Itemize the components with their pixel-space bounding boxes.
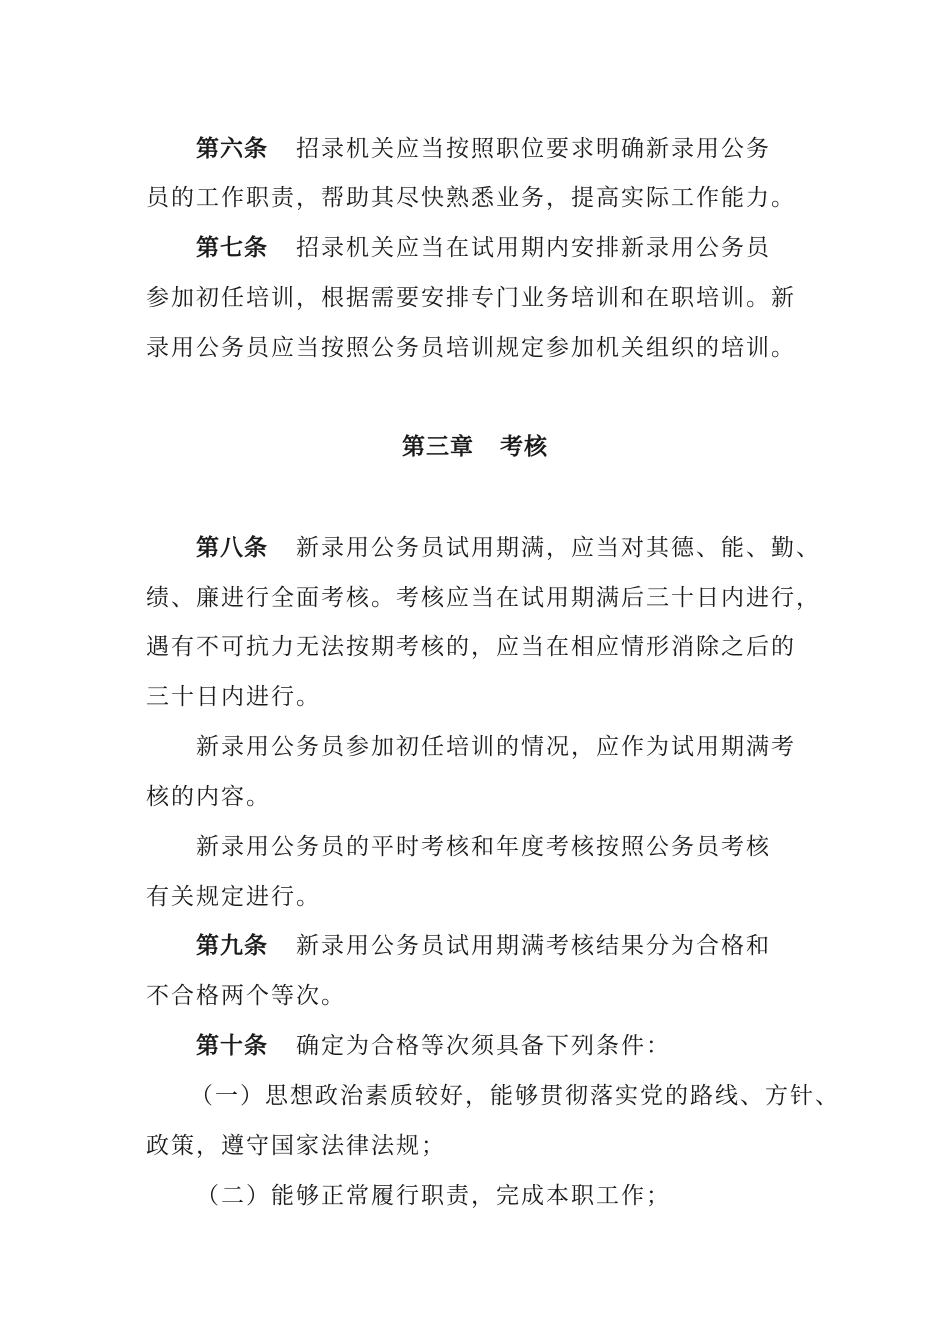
article-7-line-1 bbox=[196, 233, 771, 263]
article-7-line-3: 录用公务员应当按照公务员培训规定参加机关组织的培训。 bbox=[146, 335, 796, 361]
article-8-para-3-line-1: 新录用公务员的平时考核和年度考核按照公务员考核 bbox=[196, 834, 771, 860]
chapter-heading bbox=[0, 432, 950, 462]
article-8-line-2: 绩、廉进行全面考核。考核应当在试用期满后三十日内进行， bbox=[146, 585, 821, 611]
article-6-line-1 bbox=[196, 134, 771, 164]
article-8-line-1 bbox=[196, 533, 821, 563]
article-9-line-2: 不合格两个等次。 bbox=[146, 983, 346, 1009]
article-9-label: 第九条 bbox=[196, 933, 268, 959]
article-10-item-1-line-1: （一）思想政治素质较好，能够贯彻落实党的路线、方针、 bbox=[190, 1083, 840, 1109]
article-10-item-2-line-1: （二）能够正常履行职责，完成本职工作； bbox=[196, 1183, 671, 1209]
article-8-line-4: 三十日内进行。 bbox=[146, 684, 321, 710]
article-7-label: 第七条 bbox=[196, 235, 268, 261]
article-6-text: 招录机关应当按照职位要求明确新录用公务 bbox=[296, 136, 771, 162]
article-7-text: 招录机关应当在试用期内安排新录用公务员 bbox=[296, 235, 771, 261]
chapter-title: 考核 bbox=[500, 434, 548, 460]
article-6-line-2: 员的工作职责，帮助其尽快熟悉业务，提高实际工作能力。 bbox=[146, 185, 796, 211]
article-8-line-3: 遇有不可抗力无法按期考核的，应当在相应情形消除之后的 bbox=[146, 634, 796, 660]
article-9-text: 新录用公务员试用期满考核结果分为合格和 bbox=[296, 933, 771, 959]
article-9-line-1 bbox=[196, 931, 771, 961]
article-6-label: 第六条 bbox=[196, 136, 268, 162]
article-10-text: 确定为合格等次须具备下列条件： bbox=[296, 1033, 671, 1059]
article-8-para-2-line-2: 核的内容。 bbox=[146, 784, 271, 810]
article-8-text: 新录用公务员试用期满，应当对其德、能、勤、 bbox=[296, 535, 821, 561]
article-8-para-3-line-2: 有关规定进行。 bbox=[146, 884, 321, 910]
article-10-item-1-line-2: 政策，遵守国家法律法规； bbox=[146, 1133, 446, 1159]
chapter-number: 第三章 bbox=[402, 434, 474, 460]
article-10-line-1 bbox=[196, 1031, 671, 1061]
article-8-para-2-line-1: 新录用公务员参加初任培训的情况，应作为试用期满考 bbox=[196, 734, 796, 760]
article-10-label: 第十条 bbox=[196, 1033, 268, 1059]
article-7-line-2: 参加初任培训，根据需要安排专门业务培训和在职培训。新 bbox=[146, 285, 796, 311]
article-8-label: 第八条 bbox=[196, 535, 268, 561]
